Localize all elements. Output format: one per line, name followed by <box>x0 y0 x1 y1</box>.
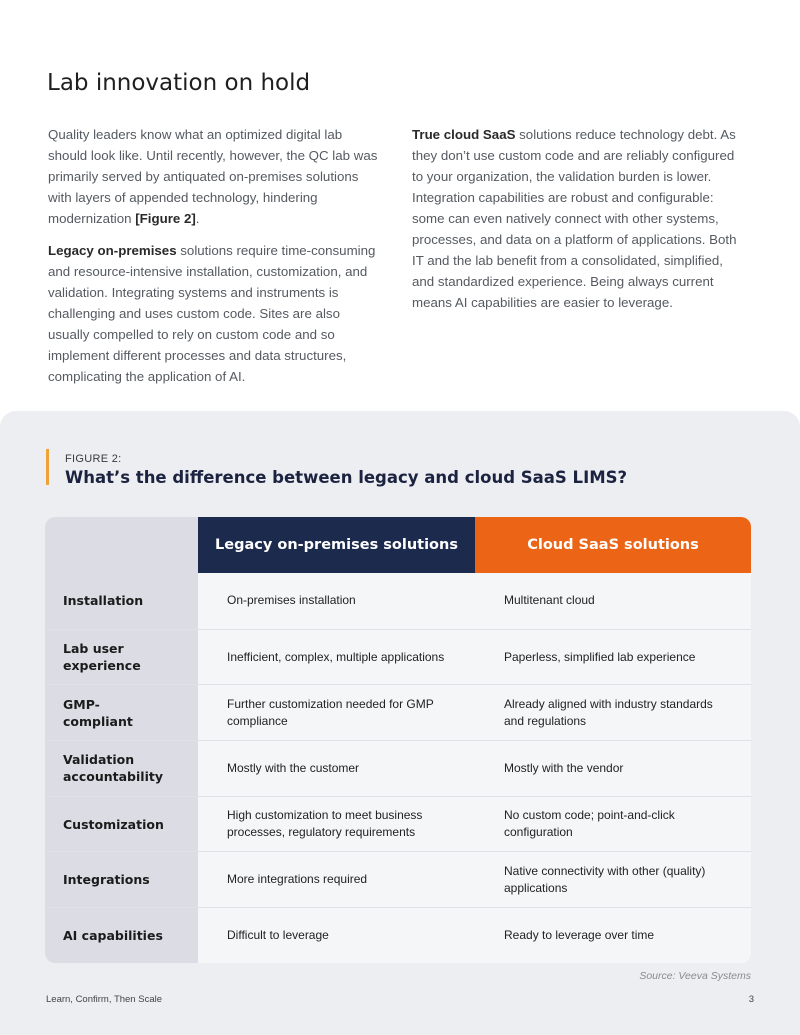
figure-title: What’s the difference between legacy and cloud SaaS LIMS? <box>65 468 628 487</box>
figure-reference: [Figure 2] <box>135 211 196 226</box>
table-header-row <box>45 517 751 573</box>
header-cloud: Cloud SaaS solutions <box>475 517 751 573</box>
table-row <box>45 684 751 740</box>
table-row <box>45 907 751 963</box>
figure-accent-bar <box>46 449 49 485</box>
cloud-cell: Paperless, simplified lab experience <box>504 649 696 664</box>
row-label: Customization <box>45 797 198 852</box>
row-label: AI capabilities <box>45 908 198 963</box>
cloud-cell: No custom code; point-and-click configuration <box>504 808 675 840</box>
row-label: Validation accountability <box>45 741 198 796</box>
page-number: 3 <box>748 994 754 1005</box>
legacy-paragraph: Legacy on-premises solutions require time-consuming and resource-intensive installation, customization, and validation. Integrating systems and instruments is challenging and uses custom code. Sites are also usually compelled to rely on custom code and so implement different processes and data structures, complicating the application of AI. <box>48 243 376 384</box>
intro-paragraph: Quality leaders know what an optimized digital lab should look like. Until recently, however, the QC lab was primarily served by antiquated on-premises solutions with layers of appended technology, hindering modernization [Figure 2]. <box>48 127 378 226</box>
cloud-cell: Ready to leverage over time <box>504 927 655 942</box>
row-label: Integrations <box>45 852 198 907</box>
legacy-cell: Inefficient, complex, multiple applications <box>227 649 445 664</box>
cloud-cell: Already aligned with industry standards and regulations <box>504 696 713 728</box>
table-row <box>45 851 751 907</box>
cloud-cell: Mostly with the vendor <box>504 760 624 775</box>
cloud-paragraph: True cloud SaaS solutions reduce technology debt. As they don’t use custom code and are reliably configured to your organization, the validation burden is lower. Integration capabilities are robust and configurable: some can even natively connect with other systems, processes, and data on a platform of applications. Both IT and the lab benefit from a consolidated, simplified, and standardized experience. Being always current means AI capabilities are easier to leverage. <box>412 127 737 310</box>
legacy-cell: High customization to meet business processes, regulatory requirements <box>227 808 423 840</box>
comparison-table <box>45 517 751 963</box>
legacy-cell: On-premises installation <box>227 593 356 608</box>
table-body <box>45 573 751 963</box>
table-row <box>45 573 751 629</box>
table-row <box>45 629 751 685</box>
row-label: GMP-compliant <box>45 685 198 740</box>
row-label: Installation <box>45 573 198 629</box>
left-column <box>48 124 380 398</box>
table-row <box>45 740 751 796</box>
header-empty-cell <box>45 517 198 573</box>
figure-source: Source: Veeva Systems <box>639 970 751 982</box>
page-title: Lab innovation on hold <box>47 70 311 96</box>
header-legacy: Legacy on-premises solutions <box>198 517 475 573</box>
figure-label: FIGURE 2: <box>65 453 122 465</box>
legacy-cell: Difficult to leverage <box>227 927 329 942</box>
legacy-cell: Mostly with the customer <box>227 760 360 775</box>
legacy-cell: More integrations required <box>227 872 368 887</box>
right-column <box>412 124 737 324</box>
legacy-cell: Further customization needed for GMP compliance <box>227 696 434 728</box>
table-row <box>45 796 751 852</box>
cloud-cell: Multitenant cloud <box>504 593 595 608</box>
row-label: Lab user experience <box>45 630 198 685</box>
cloud-cell: Native connectivity with other (quality) applications <box>504 863 706 895</box>
footer-document-title: Learn, Confirm, Then Scale <box>46 994 162 1005</box>
